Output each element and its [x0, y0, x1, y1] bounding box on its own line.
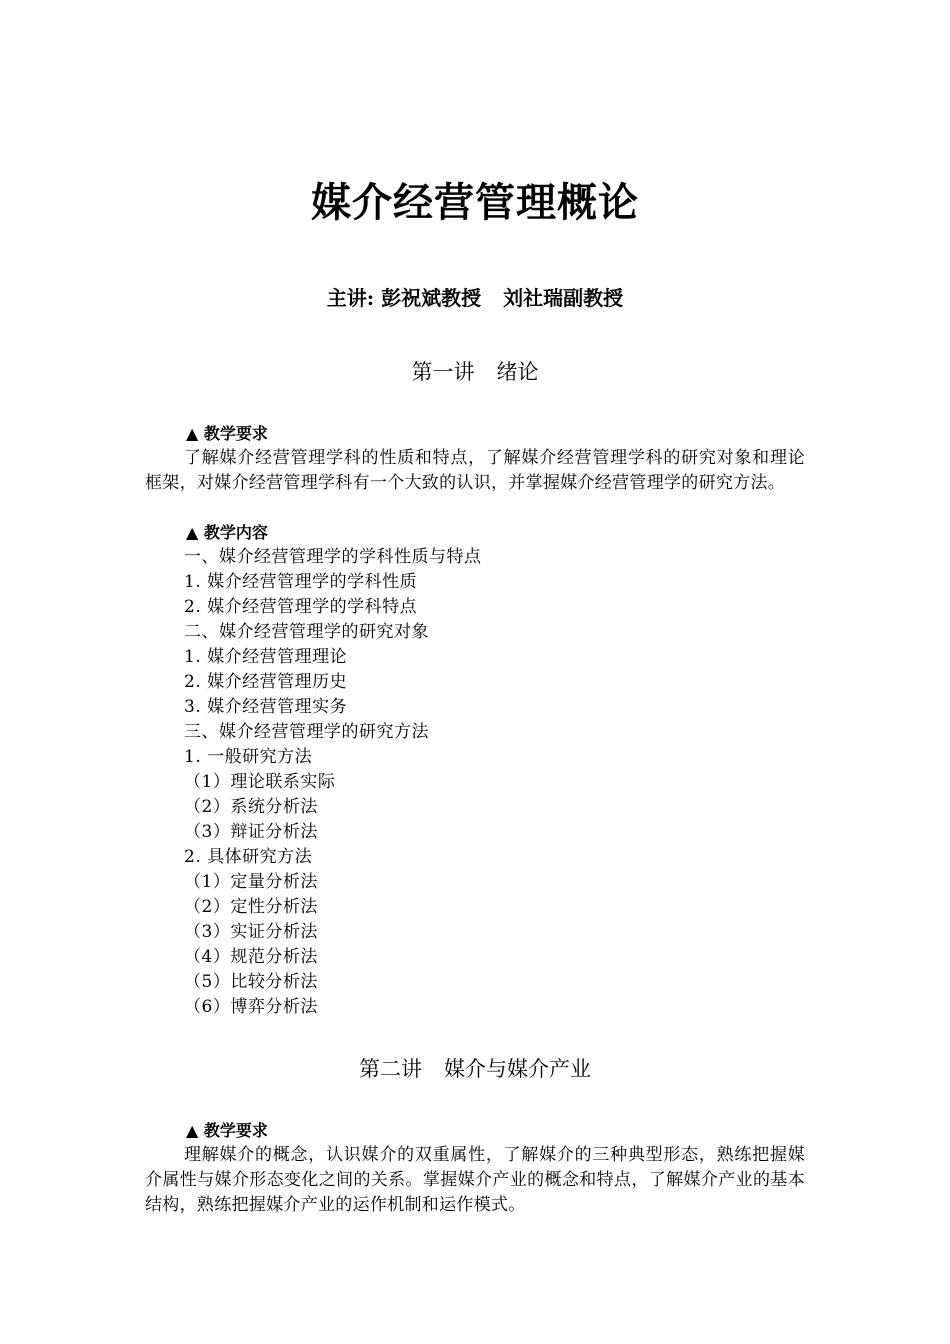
- content-item: 2. 具体研究方法: [184, 847, 313, 867]
- lecturers-line: [0, 284, 950, 312]
- lecture-1-content-label: ▲ 教学内容: [186, 523, 268, 542]
- content-item: 二、媒介经营管理学的研究对象: [184, 622, 429, 642]
- lecture-2-requirements-label: ▲ 教学要求: [186, 1121, 268, 1140]
- content-item: （1）理论联系实际: [184, 772, 336, 792]
- content-item: （6）博弈分析法: [184, 997, 318, 1017]
- content-item: （4）规范分析法: [184, 947, 318, 967]
- lecture-2-requirements-text: 理解媒介的概念，认识媒介的双重属性，了解媒介的三种典型形态，熟练把握媒介属性与媒介形态变化之间的关系。掌握媒介产业的概念和特点，了解媒介产业的基本结构，熟练把握媒介产业的运作机制和运作模式。: [145, 1145, 805, 1215]
- lecturer-name-1: 彭祝斌教授: [381, 286, 482, 310]
- lecture-2-heading: [0, 1055, 950, 1083]
- content-item: 1. 媒介经营管理学的学科性质: [184, 572, 418, 592]
- content-item: 一、媒介经营管理学的学科性质与特点: [184, 547, 482, 567]
- lecture-number: 第一讲: [411, 360, 475, 384]
- lecturers-label: 主讲:: [326, 286, 375, 310]
- content-item: （3）实证分析法: [184, 922, 318, 942]
- lecture-1-requirements-text: 了解媒介经营管理学科的性质和特点，了解媒介经营管理学科的研究对象和理论框架，对媒介经营管理学科有一个大致的认识，并掌握媒介经营管理学的研究方法。: [145, 448, 805, 493]
- content-item: （3）辩证分析法: [184, 822, 318, 842]
- lecturer-name-2: 刘社瑞副教授: [503, 286, 624, 310]
- document-title: 媒介经营管理概论: [311, 180, 639, 226]
- content-item: 2. 媒介经营管理学的学科特点: [184, 597, 418, 617]
- content-item: （2）系统分析法: [184, 797, 318, 817]
- content-item: 1. 媒介经营管理理论: [184, 647, 348, 667]
- lecture-name: 绪论: [496, 360, 539, 384]
- lecture-number: 第二讲: [359, 1057, 422, 1081]
- content-item: 3. 媒介经营管理实务: [184, 697, 348, 717]
- lecture-1-heading: [0, 358, 950, 386]
- content-item: 1. 一般研究方法: [184, 747, 313, 767]
- content-item: （5）比较分析法: [184, 972, 318, 992]
- lecture-name: 媒介与媒介产业: [444, 1057, 591, 1081]
- content-item: （1）定量分析法: [184, 872, 318, 892]
- content-item: 三、媒介经营管理学的研究方法: [184, 722, 429, 742]
- content-item: 2. 媒介经营管理历史: [184, 672, 348, 692]
- lecture-1-requirements-label: ▲ 教学要求: [186, 424, 268, 443]
- content-item: （2）定性分析法: [184, 897, 318, 917]
